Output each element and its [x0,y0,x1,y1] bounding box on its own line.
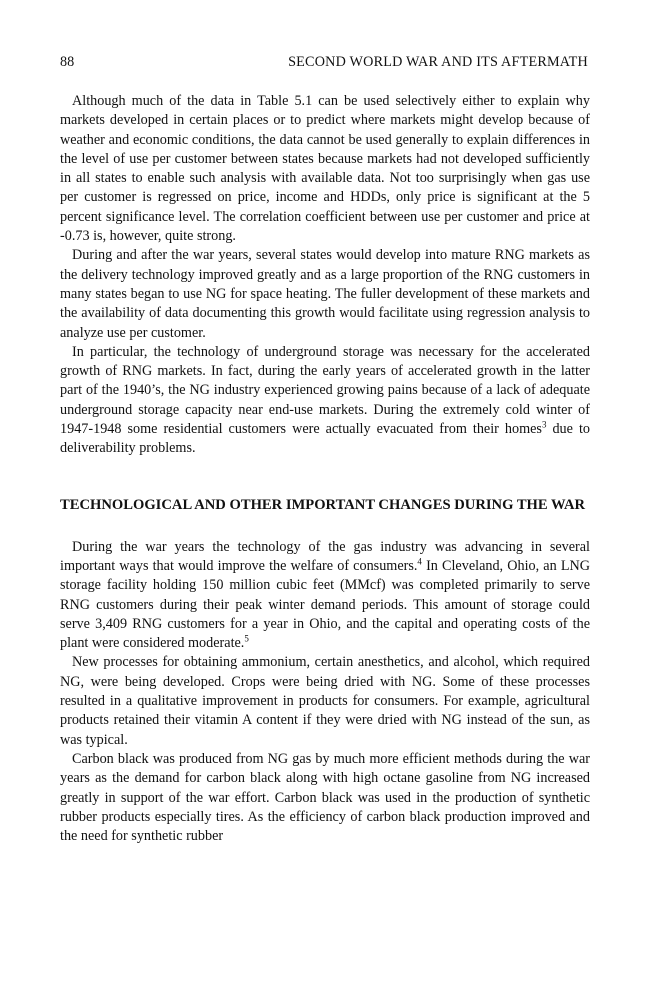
footnote-ref: 5 [244,633,249,644]
paragraph-text: In particular, the technology of underground storage was necessary for the accelerated growth of RNG markets. In fact, during the early years of accelerated growth in the latter part of the 1940’s, the NG industry experienced growing pains because of a lack of adequate underground storage capacity near end-use markets. During the extremely cold winter of 1947-1948 some residential customers were actually evacuated from their homes [60,343,590,438]
running-title: SECOND WORLD WAR AND ITS AFTERMATH [288,54,588,70]
section-heading: TECHNOLOGICAL AND OTHER IMPORTANT CHANGES DURING THE WAR [60,496,586,513]
book-page [60,52,590,846]
running-header [60,52,590,72]
paragraph-text: due to deliverability problems. [60,421,590,457]
body-paragraph: During and after the war years, several states would develop into mature RNG markets as the delivery technology improved greatly and as a large proportion of the RNG customers in many states began to use NG for space heating. The fuller development of these markets and the availability of data documenting this growth would facilitate using regression analysis to analyze use per customer. [60,247,590,341]
page-number: 88 [60,54,75,70]
paragraph-text: In Cleveland, Ohio, an LNG storage facility holding 150 million cubic feet (MMcf) was completed primarily to serve RNG customers during their peak winter demand periods. This amount of storage could serve 3,409 RNG customers for a year in Ohio, and the capital and operating costs of the plant were considered moderate. [60,557,591,652]
body-paragraph [60,538,590,654]
body-paragraph: New processes for obtaining ammonium, certain anesthetics, and alcohol, which required NG, were being developed. Crops were being dried with NG. Some of these processes resulted in a qualitative improvement in products for consumers. For example, agricultural products retained their vitamin A content if they were dried with NG instead of the sun, as was typical. [60,654,590,748]
footnote-ref: 4 [417,556,422,567]
body-paragraph [60,343,590,459]
body-paragraph: Although much of the data in Table 5.1 can be used selectively either to explain why markets developed in certain places or to predict where markets might develop because of weather and economic conditions, the data cannot be used generally to explain differences in the level of use per customer between states because markets had not developed sufficiently in all states to enable such analysis with available data. Not too surprisingly when gas use per customer is regressed on price, income and HDDs, only price is significant at the 5 percent significance level. The correlation coefficient between use per customer and price at -0.73 is, however, quite strong. [60,93,590,245]
body-paragraph: Carbon black was produced from NG gas by much more efficient methods during the war years as the demand for carbon black along with high octane gasoline from NG increased greatly in support of the war effort. Carbon black was used in the production of synthetic rubber products especially tires. As the efficiency of carbon black production improved and the need for synthetic rubber [60,750,590,845]
paragraph-text: During the war years the technology of the gas industry was advancing in several important ways that would improve the welfare of consumers. [60,538,590,574]
footnote-ref: 3 [541,419,547,430]
